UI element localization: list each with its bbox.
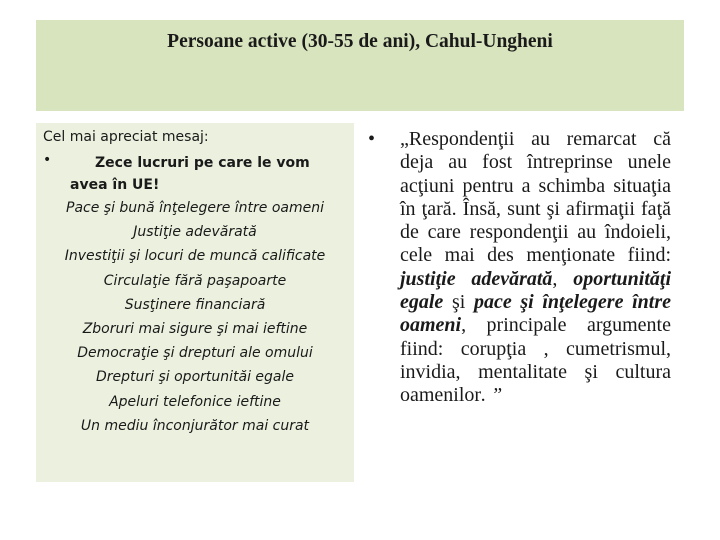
title-banner	[36, 20, 684, 111]
quote-emphasis-opportunities: oportunităţi egale	[400, 267, 671, 314]
page-title: Persoane active (30-55 de ani), Cahul-Ungheni	[167, 31, 553, 52]
respondent-quote	[400, 128, 671, 408]
quote-bullet-icon: •	[368, 128, 376, 150]
quote-text: , principale argumente fiind: corupţia , cumetrismul, invidia, mentalitate şi cultura oamenilor	[400, 314, 671, 407]
left-panel	[36, 123, 354, 482]
list-item: Justiţie adevărată	[133, 224, 257, 241]
quote-text: şi	[443, 291, 474, 314]
list-item: Susţinere financiară	[124, 296, 266, 313]
list-item: Pace şi bună înţelegere între oameni	[66, 200, 324, 216]
list-item: Zboruri mai sigure şi mai ieftine	[82, 321, 308, 338]
list-item: Investiţii şi locuri de muncă calificate	[64, 248, 326, 265]
list-item: Un mediu înconjurător mai curat	[80, 417, 310, 434]
bullet-icon: •	[43, 152, 52, 168]
quote-emphasis-peace: pace şi înţelegere între oameni	[400, 291, 672, 337]
quote-emphasis-justice: justiţie adevărată	[400, 267, 553, 290]
list-item: Apeluri telefonice ieftine	[109, 393, 281, 410]
list-item: Drepturi şi oportunităi egale	[95, 369, 295, 386]
panel-label: Cel mai apreciat mesaj:	[43, 129, 209, 145]
message-list	[36, 196, 354, 438]
quote-text: „Respondenţii au remarcat că deja au fost întreprinse unele acţiuni pentru a schimba situaţia în ţară. Însă, sunt şi afirmaţii faţă de care respondenţii au îndoieli, cele mai des menţionate fiind:	[400, 128, 671, 267]
list-item: Circulaţie fără paşapoarte	[103, 272, 287, 289]
bullet-heading: Zece lucruri pe care le vom avea în UE!	[70, 155, 310, 193]
list-item: Democraţie şi drepturi ale omului	[77, 345, 313, 362]
quote-text: ,	[552, 267, 574, 290]
quote-closing: . ”	[481, 384, 503, 407]
